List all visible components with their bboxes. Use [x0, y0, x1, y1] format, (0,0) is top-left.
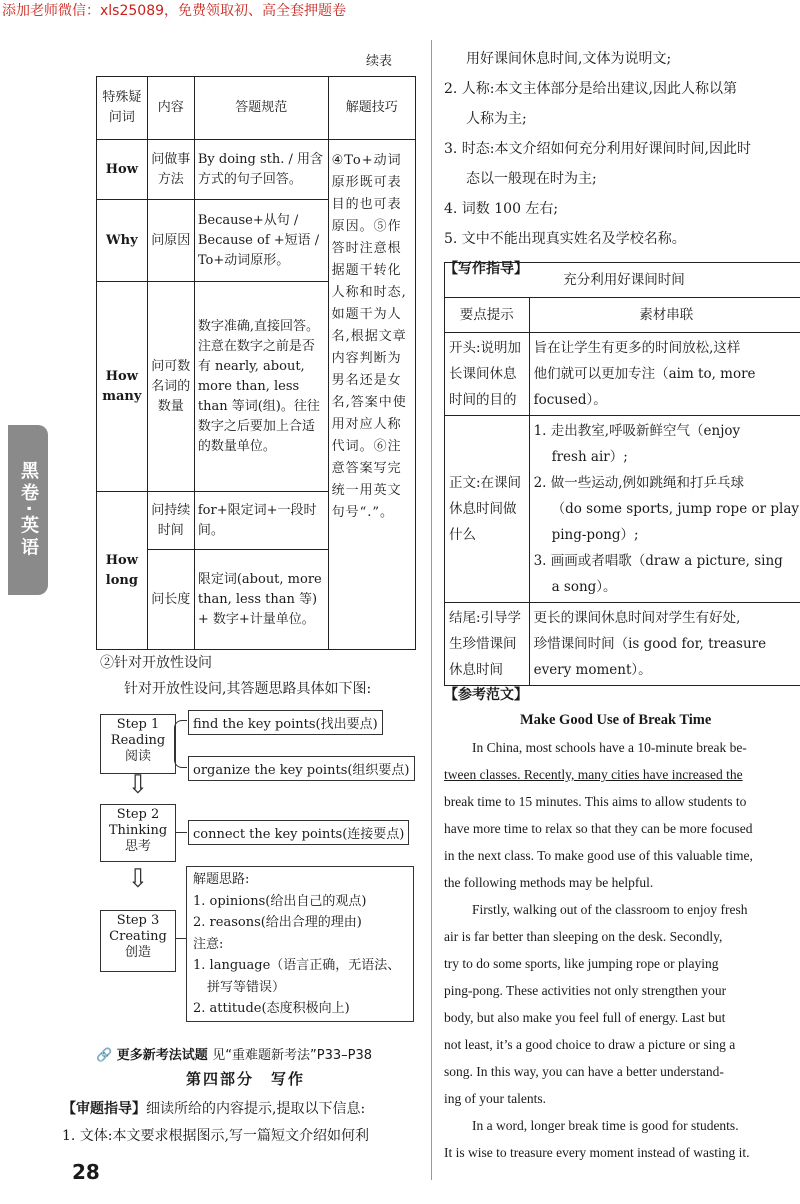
key-point-cell: 正文:在课间休息时间做什么	[445, 416, 530, 603]
guide-paragraph	[62, 1098, 365, 1118]
essay-line: It is wise to treasure every moment instead of wasting it.	[444, 1145, 750, 1160]
connector-line	[175, 832, 187, 833]
essay-line: break time to 15 minutes. This aims to allow students to	[444, 794, 747, 809]
question-word-table	[96, 76, 416, 650]
note-line: 解题思路:	[193, 872, 250, 887]
essay-line: not least, it’s a good choice to draw a picture or sing a	[444, 1037, 736, 1052]
table-header: 解题技巧	[328, 77, 415, 140]
table-title: 充分利用好课间时间	[445, 263, 800, 298]
text-line: 人称为主;	[466, 111, 527, 127]
rule-cell: Because+从句 / Because of +短语 / To+动词原形。	[194, 200, 328, 282]
material-cell	[529, 416, 800, 603]
material-line: 旨在让学生有更多的时间放松,这样	[533, 340, 741, 356]
material-line: focused）。	[533, 392, 607, 408]
side-tab: 黑卷·英语	[8, 425, 48, 595]
material-line: fresh air）;	[551, 449, 628, 465]
continued-label: 续表	[366, 54, 393, 69]
question-word: How long	[97, 492, 148, 650]
down-arrow-icon: ⇩	[127, 864, 149, 894]
content-cell: 问长度	[147, 550, 194, 650]
essay-line: In a word, longer break time is good for students.	[472, 1118, 739, 1133]
essay-line: in the next class. To make good use of this valuable time,	[444, 848, 753, 863]
essay-line: air is far better than sleeping on the desk. Secondly,	[444, 929, 723, 944]
essay-title: Make Good Use of Break Time	[520, 712, 712, 728]
key-point-box: connect the key points(连接要点)	[188, 820, 409, 845]
step3-box: Step 3 Creating 创造	[100, 910, 176, 972]
material-line: 3. 画画或者唱歌（draw a picture, sing	[533, 553, 783, 569]
table-header: 答题规范	[194, 77, 328, 140]
question-word: How	[97, 140, 148, 200]
essay-line: ing of your talents.	[444, 1091, 546, 1106]
link-icon: 🔗	[96, 1048, 113, 1063]
essay-line: ping-pong. These activities not only strengthen your	[444, 983, 727, 998]
section-heading: ②针对开放性设问	[100, 655, 212, 671]
essay-line: Firstly, walking out of the classroom to enjoy fresh	[472, 902, 748, 917]
material-line: a song）。	[551, 579, 617, 595]
guide-text: 细读所给的内容提示,提取以下信息:	[146, 1101, 366, 1117]
material-line: 他们就可以更加专注（aim to, more	[533, 366, 756, 382]
reference-label: 【参考范文】	[444, 687, 528, 703]
note-line: 注意:	[193, 936, 224, 952]
question-word: Why	[97, 200, 148, 282]
thinking-notes-box	[186, 866, 414, 1022]
table-header: 内容	[147, 77, 194, 140]
key-point-cell: 开头:说明加长课间休息时间的目的	[445, 333, 530, 416]
guide-item: 1. 文体:本文要求根据图示,写一篇短文介绍如何利	[62, 1128, 369, 1144]
rule-cell: 限定词(about, more than, less than 等) + 数字+计量单位。	[194, 550, 328, 650]
content-cell: 问可数名词的数量	[147, 282, 194, 492]
step1-box: Step 1 Reading 阅读	[100, 714, 176, 774]
page-number: 28	[72, 1160, 100, 1184]
section-label: 【写作指导】	[444, 261, 528, 277]
essay-line: try to do some sports, like jumping rope or playing	[444, 956, 719, 971]
material-line: ping-pong）;	[551, 527, 639, 543]
essay-body	[444, 734, 800, 1164]
guide-label: 【审题指导】	[62, 1101, 146, 1117]
down-arrow-icon: ⇩	[127, 770, 149, 800]
writing-guide-table	[444, 262, 800, 686]
tips-cell: ④To+动词原形既可表目的也可表原因。⑤作答时注意根据题干转化人称和时态,如题干为人名,根据文章内容判断为男名还是女名,答案中使用对应人称代词。⑥注意答案写完统一用英文句号“.”。	[328, 140, 415, 650]
content-cell: 问持续时间	[147, 492, 194, 550]
rule-cell: By doing sth. / 用含方式的句子回答。	[194, 140, 328, 200]
rule-cell: 数字准确,直接回答。注意在数字之前是否有 nearly, about, more than, less than 等词(组)。往往数字之后要加上合适的数量单位。	[194, 282, 328, 492]
content-cell: 问做事方法	[147, 140, 194, 200]
text-line: 4. 词数 100 左右;	[444, 201, 559, 217]
note-line: 1. language（语言正确，无语法、	[193, 958, 401, 973]
more-ref: 见“重难题新考法”P33–P38	[212, 1048, 372, 1063]
table-header: 要点提示	[445, 298, 530, 333]
part4-heading: 第四部分 写作	[186, 1070, 306, 1088]
brace	[174, 720, 187, 768]
material-line: 更长的课间休息时间对学生有好处,	[533, 610, 741, 626]
key-point-box: find the key points(找出要点)	[188, 710, 383, 735]
column-divider	[431, 40, 432, 1180]
material-cell	[529, 603, 800, 686]
table-header: 特殊疑问词	[97, 77, 148, 140]
right-text-block	[444, 44, 800, 284]
note-line: 2. attitude(态度积极向上)	[193, 1001, 350, 1016]
material-line: every moment）。	[533, 662, 652, 678]
note-line: 1. opinions(给出自己的观点)	[193, 893, 367, 909]
essay-line: have more time to relax so that they can be more focused	[444, 821, 753, 836]
material-line: 珍惜课间时间（is good for, treasure	[533, 636, 767, 652]
key-point-cell: 结尾:引导学生珍惜课间休息时间	[445, 603, 530, 686]
material-cell	[529, 333, 800, 416]
material-line: 1. 走出教室,呼吸新鲜空气（enjoy	[533, 423, 741, 439]
note-line: 拼写等错误）	[207, 979, 286, 995]
rule-cell: for+限定词+一段时间。	[194, 492, 328, 550]
essay-line: the following methods may be helpful.	[444, 875, 654, 890]
text-line: 5. 文中不能出现真实姓名及学校名称。	[444, 231, 686, 247]
essay-line: tween classes. Recently, many cities have increased the	[444, 767, 743, 782]
step2-box: Step 2 Thinking 思考	[100, 804, 176, 862]
more-questions	[96, 1044, 372, 1063]
text-line: 3. 时态:本文介绍如何充分利用好课间时间,因此时	[444, 141, 751, 157]
table-header: 素材串联	[529, 298, 800, 333]
note-line: 2. reasons(给出合理的理由)	[193, 915, 362, 930]
essay-line: In China, most schools have a 10-minute break be-	[472, 740, 747, 755]
essay-line: body, but also make you feel full of energy. Last but	[444, 1010, 726, 1025]
watermark-text: 添加老师微信：xls25089，免费领取初、高全套押题卷	[2, 3, 347, 19]
content-cell: 问原因	[147, 200, 194, 282]
essay-line: song. In this way, you can have a better understand-	[444, 1064, 724, 1079]
material-line: （do some sports, jump rope or play	[551, 501, 799, 517]
text-line: 2. 人称:本文主体部分是给出建议,因此人称以第	[444, 81, 737, 97]
text-line: 态以一般现在时为主;	[466, 171, 597, 187]
key-point-box: organize the key points(组织要点)	[188, 756, 415, 781]
material-line: 2. 做一些运动,例如跳绳和打乒乓球	[533, 475, 745, 491]
text-line: 用好课间休息时间,文体为说明文;	[466, 51, 672, 67]
more-label: 更多新考法试题	[116, 1048, 208, 1063]
section-intro: 针对开放性设问,其答题思路具体如下图:	[124, 681, 372, 697]
question-word: How many	[97, 282, 148, 492]
